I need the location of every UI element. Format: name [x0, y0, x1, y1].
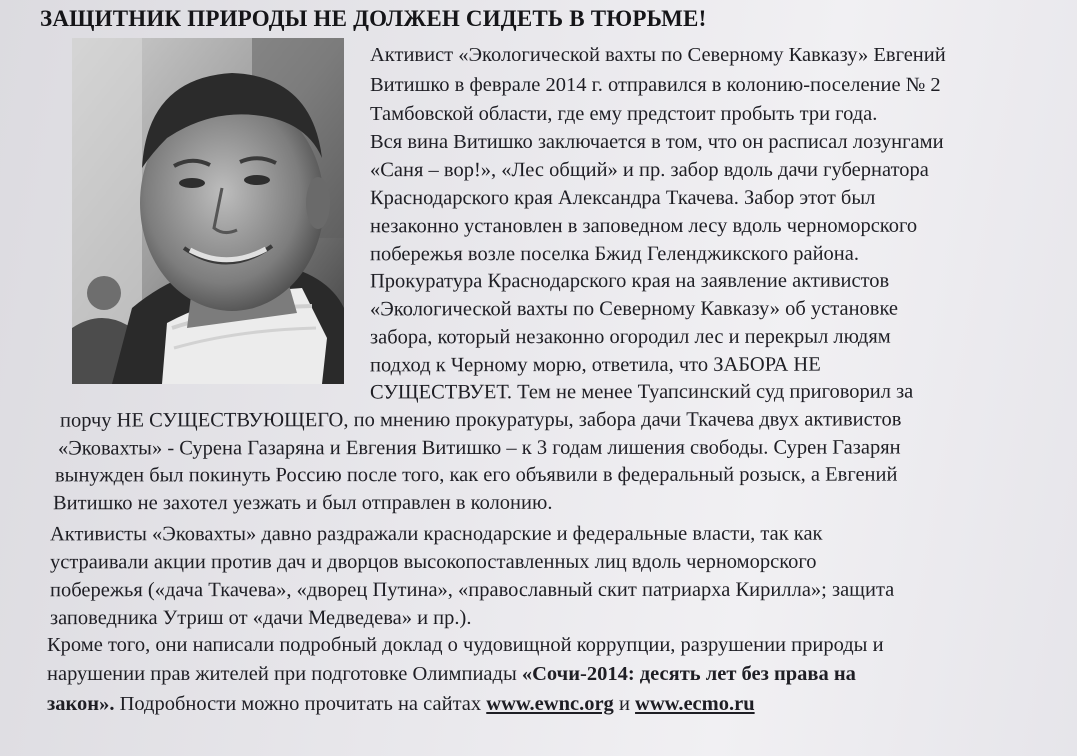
text-line [50, 605, 471, 631]
text-line-content: Витишко в феврале 2014 г. отправился в колонию-поселение № 2 [370, 74, 941, 96]
text-line [50, 521, 823, 548]
text-line-content: «Эковахты» - Сурена Газаряна и Евгения Витишко – к 3 годам лишения свободы. Сурен Газарян [57, 436, 901, 460]
text-line [370, 72, 941, 98]
text-line [370, 129, 944, 155]
text-line-content: Краснодарского края Александра Ткачева. Забор этот был [369, 186, 876, 210]
report-title: «Сочи-2014: десять лет без права на [521, 663, 856, 685]
text-line-content: «Экологической вахты по Северному Кавказу» об установке [369, 297, 899, 321]
text-line-content: Витишко не захотел уезжать и был отправлен в колонию. [52, 491, 553, 515]
text-line-content: Тамбовской области, где ему предстоит пробыть три года. [370, 103, 878, 125]
text-line-content: побережья возле поселка Бжид Геленджикского района. [369, 242, 860, 266]
link-ecmo[interactable]: www.ecmo.ru [635, 693, 755, 715]
text-line-content: Активист «Экологической вахты по Северному Кавказу» Евгений [370, 44, 946, 66]
text-line-content: Вся вина Витишко заключается в том, что он расписал лозунгами [370, 131, 944, 153]
portrait-photo-icon [72, 38, 344, 384]
page-title: ЗАЩИТНИК ПРИРОДЫ НЕ ДОЛЖЕН СИДЕТЬ В ТЮРЬМЕ! [40, 6, 707, 31]
text-line-content: порчу НЕ СУЩЕСТВУЮЩЕГО, по мнению прокуратуры, забора дачи Ткачева двух активистов [59, 408, 902, 432]
text-line [370, 213, 917, 240]
text-conjunction: и [613, 693, 636, 715]
text-line [370, 101, 877, 127]
text-line [370, 352, 821, 379]
portrait-photo [72, 38, 344, 384]
text-line [370, 241, 859, 268]
text-line [47, 661, 856, 687]
text-line [55, 462, 897, 489]
text-line-content: Активисты «Эковахты» давно раздражали краснодарские и федеральные власти, так как [49, 522, 823, 546]
text-line-content: вынужден был покинуть Россию после того, как его объявили в федеральный розыск, а Евгений [54, 463, 898, 487]
text-line-content: заповедника Утриш от «дачи Медведева» и пр.). [49, 606, 472, 630]
text-line [50, 549, 817, 576]
text-line [60, 406, 901, 433]
text-line-content: Подробности можно прочитать на сайтах [114, 693, 487, 715]
text-line [47, 632, 884, 658]
text-line [370, 296, 898, 323]
text-line-content: незаконно установлен в заповедном лесу вдоль черноморского [369, 214, 918, 238]
text-line [50, 577, 894, 603]
text-line-content: подход к Черному морю, ответила, что ЗАБОРА НЕ [369, 353, 821, 377]
text-line [370, 324, 891, 351]
text-line-content: побережья («дача Ткачева», «дворец Путина», «православный скит патриарха Кирилла»; защита [49, 578, 895, 602]
text-line [370, 157, 929, 183]
text-line [47, 691, 755, 717]
text-line-content: Кроме того, они написали подробный доклад о чудовищной коррупции, разрушении природы и [46, 633, 884, 657]
text-line-content: нарушении прав жителей при подготовке Олимпиады [47, 663, 522, 685]
text-line [370, 42, 946, 68]
text-line-content: устраивали акции против дач и дворцов высокопоставленных лиц вдоль черноморского [49, 550, 817, 574]
link-ewnc[interactable]: www.ewnc.org [486, 693, 614, 715]
text-line-content: СУЩЕСТВУЕТ. Тем не менее Туапсинский суд приговорил за [369, 380, 914, 404]
text-line [370, 185, 875, 211]
text-line [53, 490, 552, 517]
report-title-end: закон». [47, 693, 115, 715]
text-line [58, 434, 901, 461]
text-line-content: забора, который незаконно огородил лес и перекрыл людям [369, 325, 891, 349]
text-line-content: «Саня – вор!», «Лес общий» и пр. забор вдоль дачи губернатора [369, 158, 929, 182]
text-line-content: Прокуратура Краснодарского края на заявление активистов [369, 269, 890, 293]
text-line [370, 379, 913, 406]
text-line [370, 268, 889, 295]
